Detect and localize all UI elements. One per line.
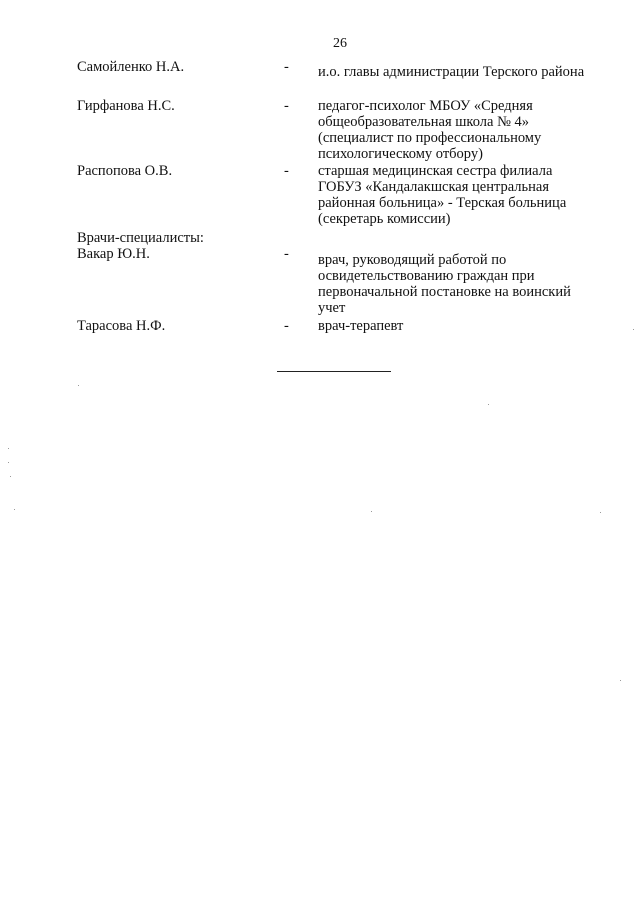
member-role-line: старшая медицинская сестра филиала: [318, 163, 553, 179]
member-role: [318, 163, 618, 227]
scan-speck: [8, 462, 9, 463]
member-role-line: районная больница» - Терская больница: [318, 195, 567, 211]
member-role-line: психологическому отбору): [318, 146, 483, 162]
member-name: Вакар Ю.Н.: [77, 246, 150, 262]
member-name: Тарасова Н.Ф.: [77, 318, 166, 334]
member-dash: -: [284, 246, 289, 262]
scan-speck: [488, 404, 489, 405]
member-role: [318, 98, 618, 162]
member-role-line: освидетельствованию граждан при: [318, 268, 535, 284]
closing-rule: [277, 371, 391, 372]
member-role-line: (специалист по профессиональному: [318, 130, 542, 146]
member-role-line: ГОБУЗ «Кандалакшская центральная: [318, 179, 550, 195]
scan-speck: [371, 511, 372, 512]
member-role-line: первоначальной постановке на воинский: [318, 284, 571, 300]
scan-speck: [8, 448, 9, 449]
member-dash: -: [284, 98, 289, 114]
member-role-line: общеобразовательная школа № 4»: [318, 114, 530, 130]
scan-speck: [10, 476, 11, 477]
member-dash: -: [284, 59, 289, 75]
member-role-line: врач, руководящий работой по: [318, 252, 507, 268]
scan-speck: [633, 329, 634, 330]
scan-speck: [600, 512, 601, 513]
member-role: [318, 64, 618, 80]
member-role-line: и.о. главы администрации Терского района: [318, 64, 585, 80]
scan-speck: [78, 385, 79, 386]
member-role: [318, 252, 618, 316]
scan-speck: [620, 680, 621, 681]
member-name: Гирфанова Н.С.: [77, 98, 175, 114]
member-dash: -: [284, 318, 289, 334]
section-heading-specialists: Врачи-специалисты:: [77, 230, 204, 246]
member-dash: -: [284, 163, 289, 179]
scan-speck: [14, 509, 15, 510]
member-role-line: учет: [318, 300, 346, 316]
member-name: Самойленко Н.А.: [77, 59, 185, 75]
member-role-line: врач-терапевт: [318, 318, 404, 334]
page-number: 26: [333, 36, 347, 51]
member-role: [318, 318, 618, 334]
member-name: Распопова О.В.: [77, 163, 173, 179]
member-role-line: педагог-психолог МБОУ «Средняя: [318, 98, 533, 114]
member-role-line: (секретарь комиссии): [318, 211, 451, 227]
